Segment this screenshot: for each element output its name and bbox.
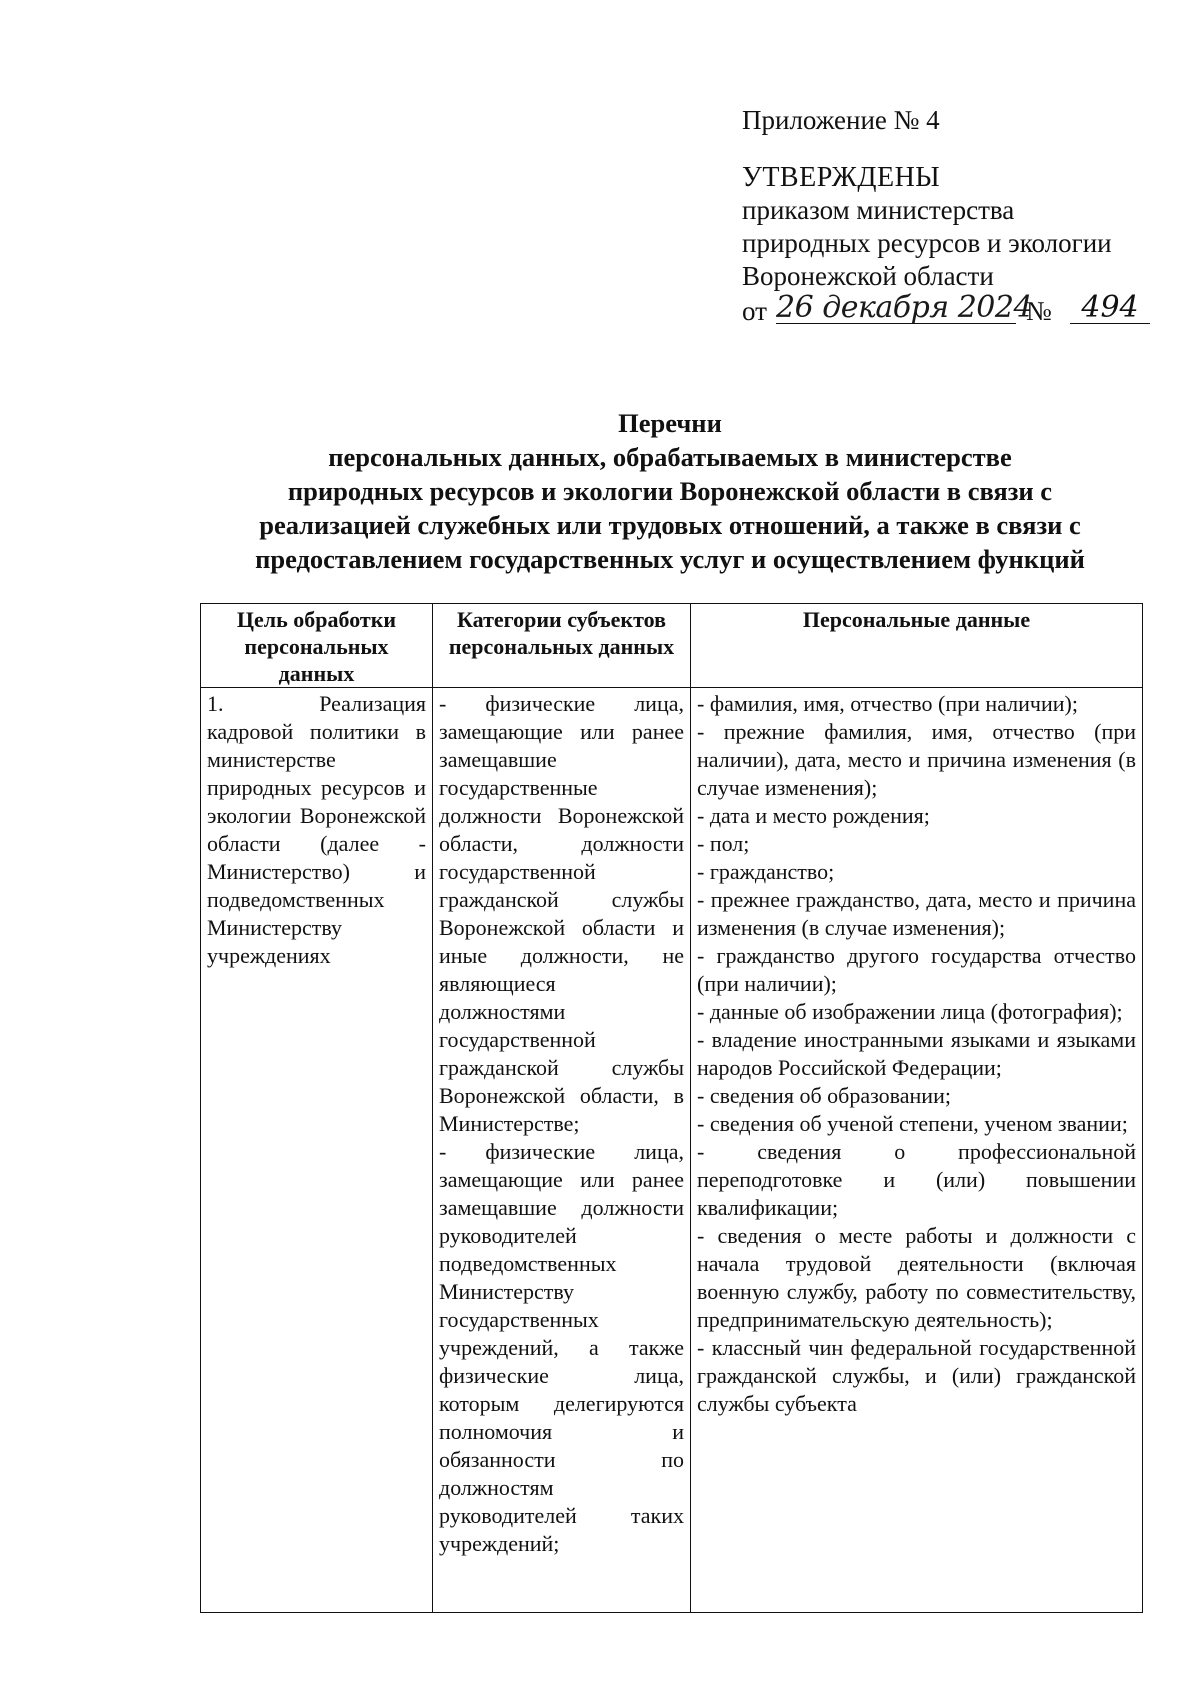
table-header-row bbox=[201, 604, 1143, 688]
title-line: персональных данных, обрабатываемых в министерстве bbox=[328, 442, 1012, 472]
data-item: - пол; bbox=[697, 831, 750, 856]
order-date-line bbox=[742, 290, 1139, 333]
data-item: - гражданство другого государства отчество (при наличии); bbox=[697, 943, 1136, 996]
data-item: - классный чин федеральной государственной гражданской службы, и (или) гражданской службы субъекта bbox=[697, 1335, 1136, 1416]
approved-label: УТВЕРЖДЕНЫ bbox=[742, 162, 941, 193]
title-line: природных ресурсов и экологии Воронежской области в связи с bbox=[287, 476, 1053, 506]
header-personal-data: Персональные данные bbox=[691, 604, 1143, 688]
purpose-text: 1. Реализация кадровой политики в министерстве природных ресурсов и экологии Воронежской области (далее - Министерство) и подведомственных Министерству учреждениях bbox=[207, 691, 426, 968]
data-item: - сведения о месте работы и должности с начала трудовой деятельности (включая военную службу, работу по совместительству, предпринимательскую деятельность); bbox=[697, 1223, 1136, 1332]
data-item: - сведения об ученой степени, ученом звании; bbox=[697, 1111, 1128, 1136]
data-item: - данные об изображении лица (фотография); bbox=[697, 999, 1123, 1024]
handwritten-number: 494 bbox=[1070, 293, 1150, 324]
approval-line: Воронежской области bbox=[742, 261, 994, 291]
data-item: - владение иностранными языками и языками народов Российской Федерации; bbox=[697, 1027, 1136, 1080]
document-title bbox=[200, 406, 1140, 576]
data-item: - прежнее гражданство, дата, место и причина изменения (в случае изменения); bbox=[697, 887, 1136, 940]
subjects-cell bbox=[433, 688, 691, 1613]
approval-block bbox=[742, 104, 1139, 333]
data-item: - дата и место рождения; bbox=[697, 803, 930, 828]
title-heading: Перечни bbox=[618, 408, 722, 438]
data-item: - сведения об образовании; bbox=[697, 1083, 951, 1108]
subject-item: - физические лица, замещающие или ранее замещавшие государственные должности Воронежской области, должности государственной гражданской службы Воронежской области и иные должности, не являющиеся должностями государственной гражданской службы Воронежской области, в Министерстве; bbox=[439, 691, 684, 1136]
handwritten-date: 26 декабря 2024 bbox=[776, 290, 1033, 325]
data-item: - сведения о профессиональной переподготовке и (или) повышении квалификации; bbox=[697, 1139, 1136, 1220]
header-subjects: Категории субъектов персональных данных bbox=[433, 604, 691, 688]
approval-line: природных ресурсов и экологии bbox=[742, 228, 1112, 258]
personal-data-table bbox=[200, 603, 1143, 1613]
table-row bbox=[201, 688, 1143, 1613]
data-item: - фамилия, имя, отчество (при наличии); bbox=[697, 691, 1078, 716]
subject-item: - физические лица, замещающие или ранее замещавшие должности руководителей подведомственных Министерству государственных учреждений, а также физические лица, которым делегируются полномочия и обязанности по должностям руководителей таких учреждений; bbox=[439, 1139, 684, 1556]
annex-number: Приложение № 4 bbox=[742, 105, 940, 135]
purpose-cell bbox=[201, 688, 433, 1613]
title-line: предоставлением государственных услуг и осуществлением функций bbox=[255, 544, 1085, 574]
approval-line: приказом министерства bbox=[742, 195, 1015, 225]
number-prefix: № bbox=[1026, 296, 1052, 326]
header-purpose: Цель обработки персональных данных bbox=[201, 604, 433, 688]
personal-data-cell bbox=[691, 688, 1143, 1613]
data-item: - гражданство; bbox=[697, 859, 835, 884]
title-line: реализацией служебных или трудовых отношений, а также в связи с bbox=[259, 510, 1081, 540]
data-item: - прежние фамилия, имя, отчество (при наличии), дата, место и причина изменения (в случае изменения); bbox=[697, 719, 1136, 800]
date-prefix: от bbox=[742, 296, 767, 326]
